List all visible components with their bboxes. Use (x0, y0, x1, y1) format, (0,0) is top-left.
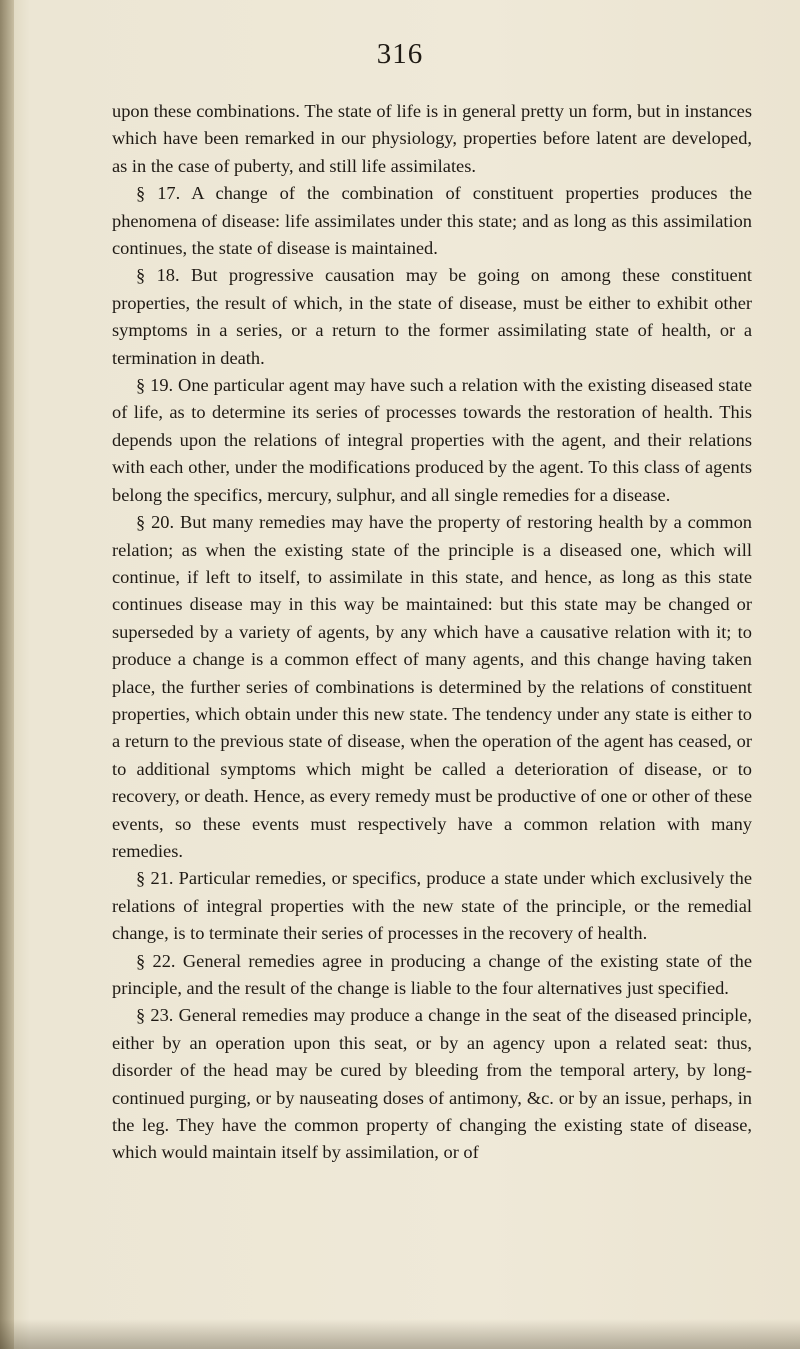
paragraph-section-20: § 20. But many remedies may have the property of restoring health by a common relation; as when the existing state of the principle is a diseased one, which will continue, if left to itself, to assimilate in this state, and hence, as long as this state continues disease may in this way be maintained: but this state may be changed or superseded by a variety of agents, by any which have a causative relation with it; to produce a change is a common effect of many agents, and this change having taken place, the further series of combinations is determined by the relations of constituent properties, which obtain under this new state. The tendency under any state is either to a return to the previous state of disease, when the operation of the agent has ceased, or to additional symptoms which might be called a deterioration of disease, or to recovery, or death. Hence, as every remedy must be productive of one or other of these events, so these events must respectively have a common relation with many remedies. (112, 512, 752, 861)
paragraph-section-17: § 17. A change of the combination of constituent properties produces the phenomena of disease: life assimilates under this state; and as long as this assimilation continues, the state of disease is maintained. (112, 183, 752, 259)
paragraph-section-22: § 22. General remedies agree in producing a change of the existing state of the principle, and the result of the change is liable to the four alternatives just specified. (112, 950, 752, 998)
body-text (112, 98, 752, 1167)
paragraph-section-23: § 23. General remedies may produce a change in the seat of the diseased principle, either by an operation upon this seat, or by an agency upon a related seat: thus, disorder of the head may be cured by bleeding from the temporal artery, by long-continued purging, or by nauseating doses of antimony, &c. or by an issue, perhaps, in the leg. They have the common property of changing the existing state of disease, which would maintain itself by assimilation, or of (112, 1005, 752, 1163)
page-number: 316 (376, 38, 424, 70)
paragraph-section-18: § 18. But progressive causation may be going on among these constituent properties, the result of which, in the state of disease, must be either to exhibit other symptoms in a series, or a return to the former assimilating state of health, or a termination in death. (112, 265, 752, 368)
paragraph-continuation: upon these combinations. The state of life is in general pretty un form, but in instances which have been remarked in our physiology, properties before latent are developed, as in the case of puberty, and still life assimilates. (112, 101, 752, 176)
page-bottom-shadow (0, 1319, 800, 1349)
paragraph-section-19: § 19. One particular agent may have such a relation with the existing diseased state of life, as to determine its series of processes towards the restoration of health. This depends upon the relations of integral properties with the agent, and their relations with each other, under the modifications produced by the agent. To this class of agents belong the specifics, mercury, sulphur, and all single remedies for a disease. (112, 375, 752, 505)
page-gutter (0, 0, 14, 1349)
paragraph-section-21: § 21. Particular remedies, or specifics, produce a state under which exclusively the relations of integral properties with the new state of the principle, or the remedial change, is to terminate their series of processes in the recovery of health. (112, 868, 752, 944)
